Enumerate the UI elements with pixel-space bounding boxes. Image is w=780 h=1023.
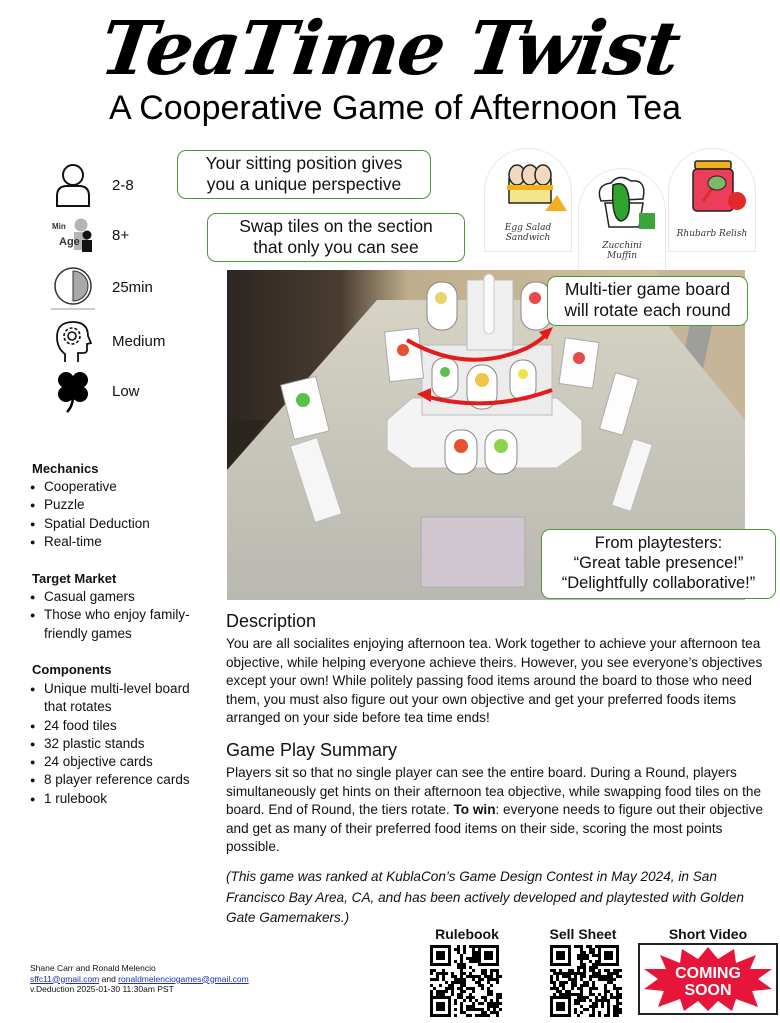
callout-sitting-position — [177, 150, 431, 199]
food-tile-rhubarb-relish — [668, 148, 756, 252]
components-item: ● 24 food tiles — [30, 717, 212, 735]
players-value: 2-8 — [112, 176, 134, 194]
callout-line: Multi-tier game board — [564, 279, 731, 299]
mechanics-item: ● Real-time — [30, 533, 220, 551]
target-market-list — [30, 588, 195, 643]
callout-line: From playtesters: — [594, 534, 723, 552]
gameplay-text — [226, 764, 774, 857]
components-item: ● 32 plastic stands — [30, 735, 212, 753]
contact-emails — [30, 974, 249, 985]
authors: Shane Carr and Ronald Melencio — [30, 963, 156, 973]
egg-carton-icon — [485, 149, 573, 219]
gameplay-text-part: : everyone needs to figure out their objective and get as many of their preferred food items on their side, scoring the most points possible. — [226, 802, 764, 855]
play-time-value: 25min — [112, 278, 153, 296]
callout-line: Swap tiles on the section — [239, 216, 433, 236]
target-market-item: ● Those who enjoy family-friendly games — [30, 606, 195, 643]
food-tile-label: Sandwich — [505, 233, 551, 243]
rulebook-label: Rulebook — [435, 926, 499, 942]
food-tile-label: Zucchini — [602, 241, 642, 251]
game-title: TeaTime Twist — [95, 6, 685, 92]
components-item: ● Unique multi-level board that rotates — [30, 680, 212, 717]
components-item: ● 24 objective cards — [30, 753, 212, 771]
description-text: You are all socialites enjoying afternoon tea. Work together to achieve your afternoon tea objective, while helping everyone achieve theirs. However, you see everyone’s objectives except your own! While politely passing food items around the board to those who need them, you must also figure out your own objective and get your preferred foods items arranged on your side before tea time ends! — [226, 636, 763, 726]
description-heading: Description — [226, 611, 317, 631]
components-item: ● 1 rulebook — [30, 790, 212, 808]
target-market-item: ● Casual gamers — [30, 588, 195, 606]
food-tile-label: Egg Salad — [504, 223, 552, 233]
gameplay-text-part: Players sit so that no single player can see the entire board. During a Round, players simultaneously get hints on their afternoon tea objective, while swapping food tiles on the board. End of Round, the tiers rotate. — [226, 765, 762, 818]
callout-line: “Great table presence!” — [573, 554, 744, 572]
timer-icon — [50, 264, 96, 310]
mechanics-item: ● Puzzle — [30, 496, 220, 514]
email-link-2[interactable]: ronaldmelenciogames@gmail.com — [118, 973, 249, 984]
version: v.Deduction 2025-01-30 11:30am PST — [30, 984, 174, 994]
complexity-value: Medium — [112, 332, 166, 350]
contest-note: (This game was ranked at KublaCon’s Game Design Contest in May 2024, in San Francisco Bay Area, CA, and has been actively developed and playtested with Golden Gate Gamemakers.) — [226, 869, 744, 925]
min-age-value: 8+ — [112, 226, 130, 244]
callout-line: you a unique perspective — [206, 174, 402, 194]
coming-soon-badge — [638, 943, 778, 1015]
mechanics-heading: Mechanics — [32, 461, 99, 476]
callout-line: “Delightfully collaborative!” — [561, 574, 756, 592]
starburst-icon — [640, 945, 776, 1013]
components-list — [30, 680, 212, 808]
mechanics-item: ● Spatial Deduction — [30, 515, 220, 533]
callout-swap-tiles — [207, 213, 465, 262]
target-market-heading: Target Market — [32, 571, 117, 586]
callout-line: that only you can see — [253, 237, 419, 257]
food-tile-zucchini-muffin — [578, 168, 666, 272]
svg-text:COMING: COMING — [675, 965, 741, 982]
components-heading: Components — [32, 662, 112, 677]
food-tile-egg-salad — [484, 148, 572, 252]
rulebook-qr-code[interactable] — [429, 944, 503, 1020]
sell-sheet-qr-code[interactable] — [549, 944, 623, 1020]
mechanics-item: ● Cooperative — [30, 478, 220, 496]
callout-line: Your sitting position gives — [205, 153, 403, 173]
components-item: ● 8 player reference cards — [30, 771, 212, 789]
callout-playtesters — [541, 529, 776, 599]
food-tile-label: Rhubarb Relish — [676, 229, 748, 239]
and-text: and — [99, 973, 119, 984]
mechanics-list — [30, 478, 220, 551]
jam-jar-icon — [669, 149, 757, 219]
stat-complexity — [50, 318, 220, 364]
person-icon — [50, 162, 96, 208]
stat-luck — [50, 368, 220, 414]
sell-sheet-label: Sell Sheet — [549, 926, 617, 942]
footer-credits — [30, 963, 249, 995]
svg-text:SOON: SOON — [684, 982, 732, 999]
gameplay-heading: Game Play Summary — [226, 740, 398, 760]
clover-icon — [50, 368, 96, 414]
callout-multi-tier-board — [547, 276, 748, 326]
luck-value: Low — [112, 382, 140, 400]
svg-text:Min: Min — [52, 222, 66, 231]
stat-play-time — [50, 264, 220, 310]
callout-line: will rotate each round — [564, 300, 731, 320]
brain-gear-icon — [50, 318, 96, 364]
email-link-1[interactable]: sffc11@gmail.com — [30, 973, 100, 984]
svg-text:Age: Age — [59, 236, 80, 248]
min-age-icon — [50, 212, 96, 258]
game-subtitle: A Cooperative Game of Afternoon Tea — [108, 89, 682, 127]
short-video-label: Short Video — [668, 926, 748, 942]
gameplay-to-win: To win — [453, 802, 496, 818]
zucchini-muffin-icon — [579, 169, 667, 237]
stat-min-age — [50, 212, 220, 258]
food-tile-label: Muffin — [606, 251, 638, 261]
